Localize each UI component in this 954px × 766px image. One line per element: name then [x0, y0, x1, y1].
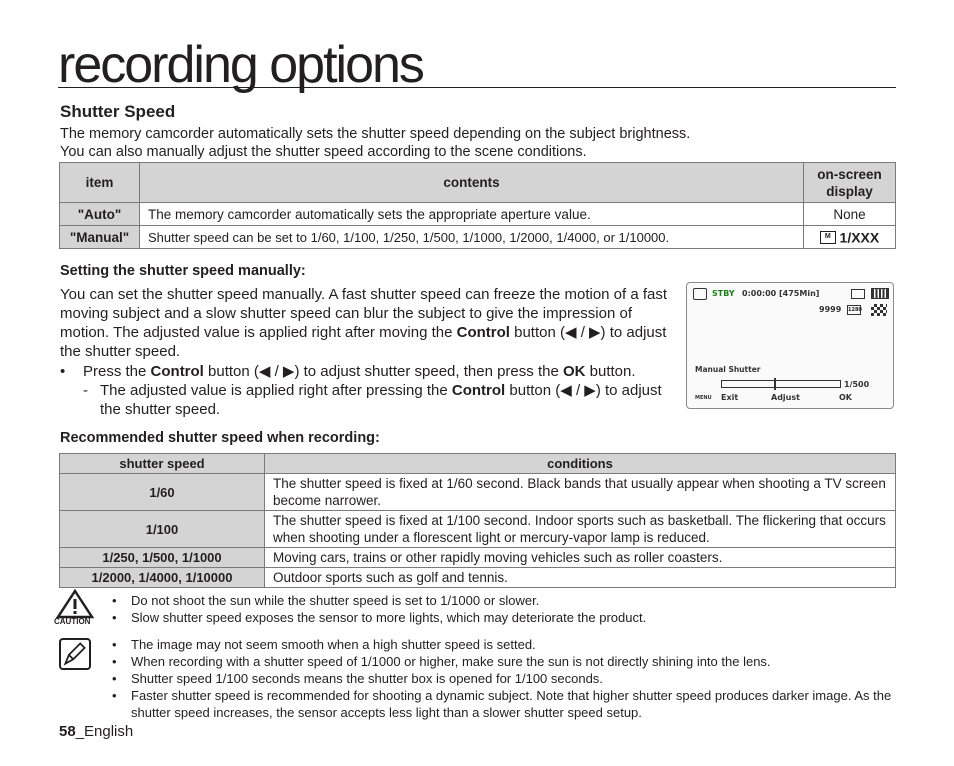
- text-span: button (◀ / ▶) to adjust the shutter speed.: [60, 324, 667, 360]
- notes-list: [112, 636, 892, 721]
- caution-label: CAUTION: [54, 617, 91, 626]
- text-span: Press the: [83, 363, 151, 380]
- intro-line-2: You can also manually adjust the shutter speed according to the scene conditions.: [60, 144, 587, 160]
- list-item-text: When recording with a shutter speed of 1/1000 or higher, make sure the sun is not directly shining into the lens.: [131, 654, 771, 669]
- intro-text: [60, 125, 900, 161]
- text-span: The adjusted value is applied right after pressing the: [100, 382, 452, 399]
- text-span: button.: [585, 363, 636, 380]
- list-item-text: Faster shutter speed is recommended for shooting a dynamic subject. Note that higher shutter speed produces darker image. As the shutter speed increases, the sensor accepts less light than a slower shutter speed setup.: [131, 688, 892, 720]
- row-display: [804, 226, 896, 249]
- timecode: 0:00:00 [475Min]: [742, 289, 820, 298]
- text-span: button (◀ / ▶) to adjust the shutter speed.: [100, 382, 662, 418]
- bullet-icon: •: [112, 688, 117, 703]
- bullet-icon: •: [112, 593, 117, 608]
- row-item: "Manual": [60, 226, 140, 249]
- list-item-text: Slow shutter speed exposes the sensor to more lights, which may deteriorate the product.: [131, 610, 647, 625]
- resolution-badge: 1280: [848, 307, 862, 313]
- ok-label: OK: [839, 393, 852, 402]
- shutter-value: 1/500: [844, 380, 870, 389]
- list-item: [112, 636, 892, 653]
- table-row: [60, 474, 896, 511]
- camcorder-lcd-screen: [686, 282, 894, 409]
- row-contents: Shutter speed can be set to 1/60, 1/100, 1/250, 1/500, 1/1000, 1/2000, 1/4000, or 1/10000.: [140, 226, 804, 249]
- table-header-row: [60, 454, 896, 474]
- header-conditions: conditions: [265, 454, 896, 474]
- shutter-slider: [721, 380, 841, 388]
- section-title: Shutter Speed: [60, 102, 176, 121]
- adjust-label: Adjust: [771, 393, 800, 402]
- lcd-menu-label: Manual Shutter: [695, 365, 761, 374]
- page-number: 58: [59, 723, 76, 740]
- photo-count: 9999: [819, 305, 842, 314]
- table-row: [60, 548, 896, 568]
- header-speed: shutter speed: [60, 454, 265, 474]
- page-footer: [59, 723, 133, 740]
- battery-icon: [871, 288, 889, 299]
- row-condition: The shutter speed is fixed at 1/60 second. Black bands that usually appear when shooting a TV screen become narrower.: [265, 474, 896, 511]
- text-span: You can set the shutter speed manually. A fast shutter speed can freeze the motion of a fast moving subject and a slow shutter speed can blur the subject to give the impression of motion. The adjusted value is applied right after moving the: [60, 286, 668, 341]
- manual-display-value: 1/XXX: [839, 229, 880, 246]
- note-pencil-icon: [59, 638, 91, 670]
- bullet-icon: •: [112, 671, 117, 686]
- recommended-subheading: Recommended shutter speed when recording:: [60, 430, 380, 446]
- list-item-text: Do not shoot the sun while the shutter speed is set to 1/1000 or slower.: [131, 593, 540, 608]
- text-bold: Control: [451, 382, 506, 399]
- manual-shutter-icon: M: [820, 231, 836, 244]
- header-item: item: [60, 163, 140, 203]
- list-item: [112, 653, 892, 670]
- exit-label: Exit: [721, 393, 739, 402]
- footer-language: _English: [75, 723, 134, 740]
- row-condition: Moving cars, trains or other rapidly moving vehicles such as roller coasters.: [265, 548, 896, 568]
- text-bold: Control: [150, 363, 204, 380]
- page-title: recording options: [58, 40, 896, 88]
- row-display: None: [804, 203, 896, 226]
- row-condition: The shutter speed is fixed at 1/100 second. Indoor sports such as basketball. The flickering that occurs when shooting under a florescent light or mercury-vapor lamp is reduced.: [265, 511, 896, 548]
- list-item: [112, 609, 892, 626]
- table-header-row: [60, 163, 896, 203]
- text-bold: Control: [456, 324, 510, 341]
- text-span: button (◀ / ▶) to adjust shutter speed, then press the: [203, 363, 563, 380]
- bullet-icon: •: [112, 610, 117, 625]
- table-row: [60, 203, 896, 226]
- row-speed: 1/2000, 1/4000, 1/10000: [60, 568, 265, 588]
- table-row: [60, 226, 896, 249]
- quality-icon: [871, 304, 887, 316]
- header-contents: contents: [140, 163, 804, 203]
- manual-paragraph: [60, 285, 670, 361]
- list-item: [112, 592, 892, 609]
- bullet-text: [83, 362, 683, 381]
- bullet-icon: •: [112, 654, 117, 669]
- bullet-icon: •: [60, 363, 66, 380]
- dash-text: [100, 381, 670, 419]
- bullet-icon: •: [112, 637, 117, 652]
- list-item: [112, 670, 892, 687]
- header-display: on-screen display: [804, 163, 896, 203]
- caution-list: [112, 592, 892, 626]
- recommended-speed-table: [59, 453, 896, 588]
- dash-icon: -: [83, 382, 88, 399]
- intro-line-1: The memory camcorder automatically sets the shutter speed depending on the subject brightness.: [60, 126, 691, 142]
- row-speed: 1/100: [60, 511, 265, 548]
- row-condition: Outdoor sports such as golf and tennis.: [265, 568, 896, 588]
- camera-mode-icon: [693, 288, 707, 300]
- manual-subheading: Setting the shutter speed manually:: [60, 263, 306, 279]
- text-bold: OK: [562, 363, 586, 380]
- slider-knob: [774, 378, 776, 390]
- list-item: [112, 687, 892, 721]
- list-item-text: Shutter speed 1/100 seconds means the shutter box is opened for 1/100 seconds.: [131, 671, 603, 686]
- list-item-text: The image may not seem smooth when a high shutter speed is setted.: [131, 637, 536, 652]
- table-row: [60, 511, 896, 548]
- row-contents: The memory camcorder automatically sets the appropriate aperture value.: [140, 203, 804, 226]
- status-badge: STBY: [712, 289, 735, 298]
- shutter-options-table: [59, 162, 896, 249]
- memory-card-icon: [851, 289, 865, 299]
- table-row: [60, 568, 896, 588]
- row-speed: 1/60: [60, 474, 265, 511]
- menu-key-label: MENU: [695, 395, 712, 401]
- row-speed: 1/250, 1/500, 1/1000: [60, 548, 265, 568]
- row-item: "Auto": [60, 203, 140, 226]
